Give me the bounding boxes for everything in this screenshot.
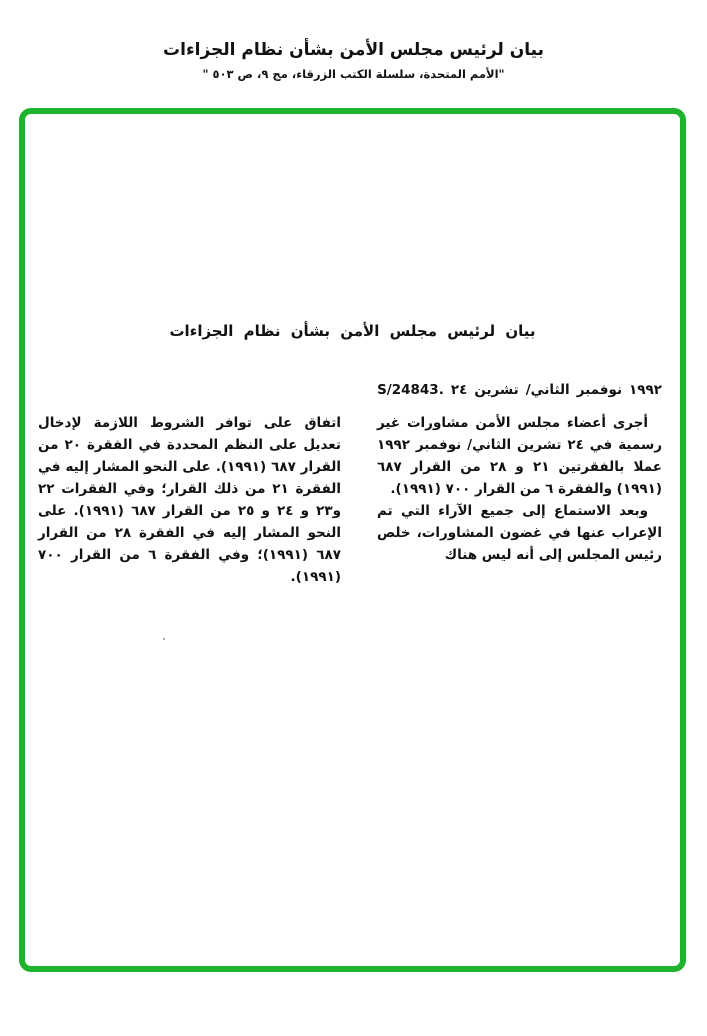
document-title: بيان لرئيس مجلس الأمن بشأن نظام الجزاءات — [169, 322, 536, 340]
date-word: نوفمبر — [576, 382, 623, 398]
page-source-citation: "الأمم المتحدة، سلسلة الكتب الزرقاء، مج ٩، ص ٥٠٣ " — [202, 67, 505, 82]
page-header — [0, 40, 707, 81]
paragraph-consultations: أجرى أعضاء مجلس الأمن مشاورات غير رسمية في ٢٤ تشرين الثاني/ نوفمبر ١٩٩٢ عملا بالفقرتين ٢١ و ٢٨ من القرار ٦٨٧ (١٩٩١) والفقرة ٦ من القرار ٧٠٠ (١٩٩١). — [377, 415, 662, 497]
document-symbol: S/24843. — [377, 382, 444, 398]
document-frame — [19, 108, 686, 972]
paragraph-conclusion-continued: اتفاق على توافر الشروط اللازمة لإدخال تعديل على النظم المحددة في الفقرة ٢٠ من القرار ٦٨٧ (١٩٩١). على النحو المشار إليه في الفقرة ٢١ من ذلك القرار؛ وفي الفقرات ٢٢ و٢٣ و ٢٤ و ٢٥ من القرار ٦٨٧ (١٩٩١). على النحو المشار إليه في الفقرة ٢٨ من القرار ٦٨٧ (١٩٩١)؛ وفي الفقرة ٦ من القرار ٧٠٠ (١٩٩١). — [38, 415, 341, 585]
column-right — [377, 412, 662, 566]
date-word: تشرين — [474, 382, 519, 398]
date-word: ١٩٩٢ — [629, 382, 662, 398]
paragraph-conclusion-start: وبعد الاستماع إلى جميع الآراء التي تم الإعراب عنها في غضون المشاورات، خلص رئيس المجلس إلى أنه ليس هناك — [377, 503, 662, 563]
column-left — [38, 412, 341, 588]
page-title: بيان لرئيس مجلس الأمن بشأن نظام الجزاءات — [163, 40, 544, 60]
date-word: ٢٤ — [450, 382, 468, 398]
date-word: الثاني/ — [525, 382, 570, 398]
document-dateline — [377, 382, 662, 398]
scan-artifact-dot — [163, 638, 165, 640]
